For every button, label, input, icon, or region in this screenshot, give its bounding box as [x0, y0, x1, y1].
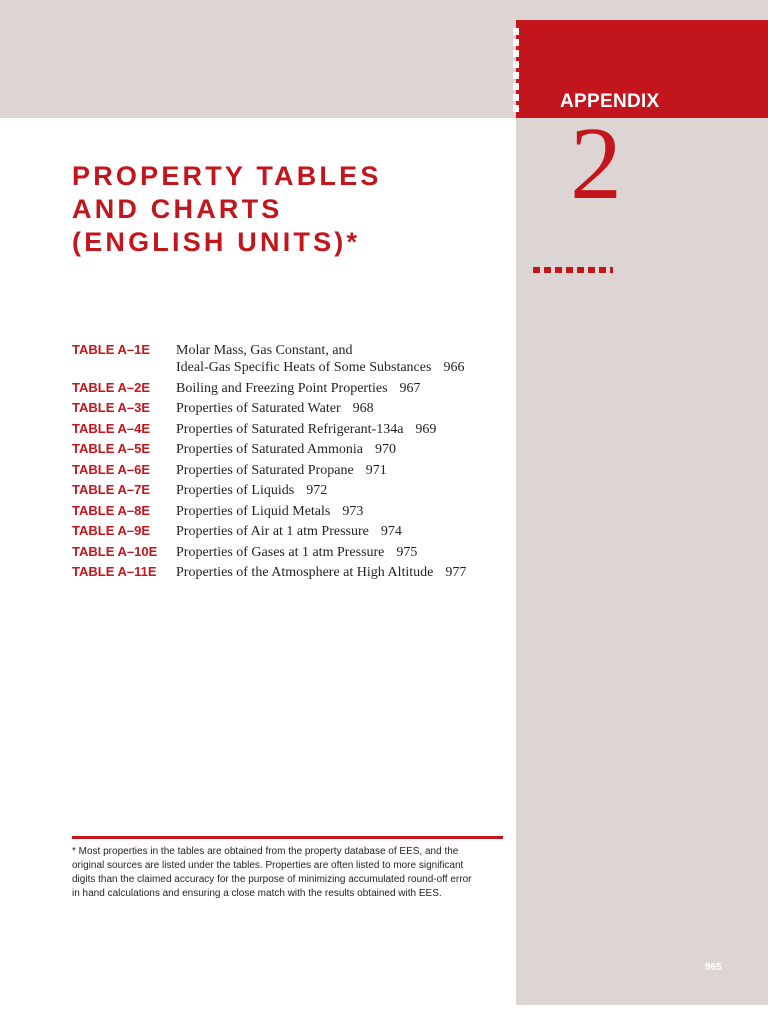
toc-entry-page: 969: [415, 421, 437, 437]
toc-entry-title: [176, 521, 402, 542]
toc-entry-label: TABLE A–10E: [72, 543, 158, 559]
toc-entry-label: TABLE A–6E: [72, 461, 151, 477]
dotted-divider-horizontal: [533, 267, 613, 273]
toc-entry[interactable]: [72, 501, 502, 522]
toc-entry-title: [176, 542, 417, 563]
toc-entry-label: TABLE A–7E: [72, 482, 151, 497]
toc-entry-label: TABLE A–4E: [72, 420, 151, 436]
toc-entry-label: TABLE A–8E: [72, 502, 151, 518]
toc-entry-title-line: Properties of Liquid Metals: [176, 503, 331, 519]
toc-entry-title-line: Properties of Saturated Refrigerant-134a: [176, 421, 404, 437]
toc-entry[interactable]: [72, 521, 502, 542]
toc-entry[interactable]: [72, 398, 502, 419]
toc-entry-title-line: Boiling and Freezing Point Properties: [176, 380, 388, 396]
footnote-line: digits than the claimed accuracy for the purpose of minimizing accumulated round-off error: [72, 874, 472, 885]
toc-entry-title-line: Properties of Saturated Ammonia: [176, 442, 364, 457]
toc-entry-page: 975: [396, 544, 418, 560]
page-title-line: PROPERTY TABLES: [72, 161, 382, 191]
toc-entry-title: [176, 460, 387, 481]
toc-entry-page: 967: [399, 380, 421, 396]
toc-entry-page: 974: [380, 524, 402, 539]
toc-entry[interactable]: [72, 419, 502, 440]
toc-entry-label: TABLE A–3E: [72, 400, 151, 415]
header-band: [0, 0, 516, 118]
toc-entry-title: [176, 562, 466, 583]
toc-entry-page: 970: [375, 442, 397, 457]
page-number: 965: [705, 962, 722, 973]
toc-entry-title-line: Properties of Saturated Propane: [176, 462, 354, 478]
footnote: [72, 845, 512, 901]
toc-entry-title-line: Properties of the Atmosphere at High Altitude: [176, 565, 434, 580]
toc-entry-page: 973: [342, 503, 364, 519]
side-panel: [516, 0, 768, 1005]
toc-entry-title: [176, 501, 363, 522]
footnote-line: * Most properties in the tables are obtained from the property database of EES, and the: [72, 846, 459, 857]
toc-entry-title: [176, 439, 396, 460]
toc-entry-page: 971: [365, 462, 387, 478]
toc-entry-title-line: Properties of Gases at 1 atm Pressure: [176, 544, 385, 560]
toc-entry-label: TABLE A–1E: [72, 342, 151, 357]
toc-entry[interactable]: [72, 378, 502, 399]
toc-entry-label: TABLE A–5E: [72, 441, 151, 456]
toc-entry[interactable]: [72, 480, 502, 501]
toc-entry-label: TABLE A–9E: [72, 523, 151, 538]
toc-entry-page: 977: [445, 565, 467, 580]
toc-entry-title: [176, 398, 374, 419]
appendix-label: APPENDIX: [560, 91, 660, 112]
toc-entry[interactable]: [72, 340, 502, 378]
page-title-line: (ENGLISH UNITS)*: [72, 227, 361, 257]
toc-entry-title-line: Properties of Liquids: [176, 483, 295, 498]
toc-entry-title-line: Properties of Saturated Water: [176, 401, 341, 416]
toc-entry-page: 966: [443, 360, 465, 375]
toc-entry[interactable]: [72, 542, 502, 563]
table-of-contents: [72, 340, 502, 583]
toc-entry-title: [176, 340, 464, 378]
toc-entry-title: [176, 480, 327, 501]
footnote-line: original sources are listed under the tables. Properties are often listed to more significant: [72, 860, 464, 871]
dotted-divider-vertical: [513, 28, 519, 114]
toc-entry-title: [176, 419, 436, 440]
toc-entry-label: TABLE A–11E: [72, 564, 157, 579]
toc-entry[interactable]: [72, 460, 502, 481]
page-title: [72, 160, 382, 259]
toc-entry-label: TABLE A–2E: [72, 379, 151, 395]
appendix-number: 2: [570, 106, 622, 221]
footnote-line: in hand calculations and ensuring a close match with the results obtained with EES.: [72, 888, 442, 899]
toc-entry-title-line: Molar Mass, Gas Constant, and: [176, 343, 353, 358]
toc-entry-page: 972: [306, 483, 328, 498]
toc-entry-title: [176, 378, 421, 399]
footnote-rule: [72, 836, 503, 839]
toc-entry-title-line: Ideal-Gas Specific Heats of Some Substances: [176, 360, 432, 375]
toc-entry-title-line: Properties of Air at 1 atm Pressure: [176, 524, 369, 539]
page-title-line: AND CHARTS: [72, 194, 283, 224]
toc-entry-page: 968: [352, 401, 374, 416]
toc-entry[interactable]: [72, 439, 502, 460]
toc-entry[interactable]: [72, 562, 502, 583]
